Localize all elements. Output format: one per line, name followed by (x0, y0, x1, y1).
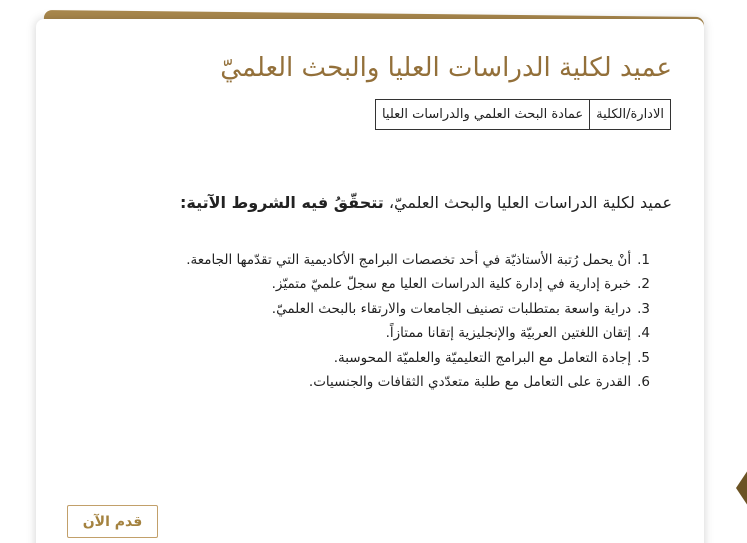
intro-bold: تتحقّقُ فيه الشروط الآتية: (180, 193, 384, 212)
condition-number: 3. (637, 300, 650, 317)
intro-paragraph (180, 193, 672, 212)
condition-number: 1. (637, 252, 650, 268)
condition-text: أنْ يحمل رُتبة الأستاذيّة في أحد تخصصات البرامج الأكاديمية التي تقدّمها الجامعة. (186, 252, 632, 268)
department-label: الادارة/الكلية (590, 100, 671, 130)
department-table (375, 99, 671, 130)
condition-text: القدرة على التعامل مع طلبة متعدّدي الثقافات والجنسيات. (308, 373, 632, 390)
condition-number: 2. (637, 276, 650, 293)
condition-item (186, 272, 650, 296)
intro-text: عميد لكلية الدراسات العليا والبحث العلميّ، (383, 193, 672, 212)
condition-text: خبرة إدارية في إدارة كلية الدراسات العليا مع سجلّ علميّ متميّز. (271, 276, 632, 293)
condition-item (186, 297, 650, 321)
condition-item (186, 346, 650, 370)
department-value: عمادة البحث العلمي والدراسات العليا (375, 100, 589, 130)
condition-text: إتقان اللغتين العربيّة والإنجليزية إتقانا ممتازاً. (385, 325, 632, 342)
condition-text: إجادة التعامل مع البرامج التعليميّة والعلميّة المحوسبة. (333, 349, 632, 366)
condition-number: 4. (637, 325, 650, 342)
condition-number: 6. (637, 373, 650, 390)
department-row (375, 100, 670, 130)
condition-item (186, 248, 650, 272)
condition-text: دراية واسعة بمتطلبات تصنيف الجامعات والارتقاء بالبحث العلميّ. (271, 300, 632, 317)
condition-item (186, 370, 650, 394)
condition-number: 5. (637, 349, 650, 366)
job-title: عميد لكلية الدراسات العليا والبحث العلميّ (220, 53, 672, 83)
conditions-list (186, 248, 650, 394)
job-card (36, 19, 704, 543)
caret-left-icon[interactable] (736, 470, 747, 506)
condition-item (186, 321, 650, 345)
apply-now-button[interactable]: قدم الآن (67, 505, 158, 538)
